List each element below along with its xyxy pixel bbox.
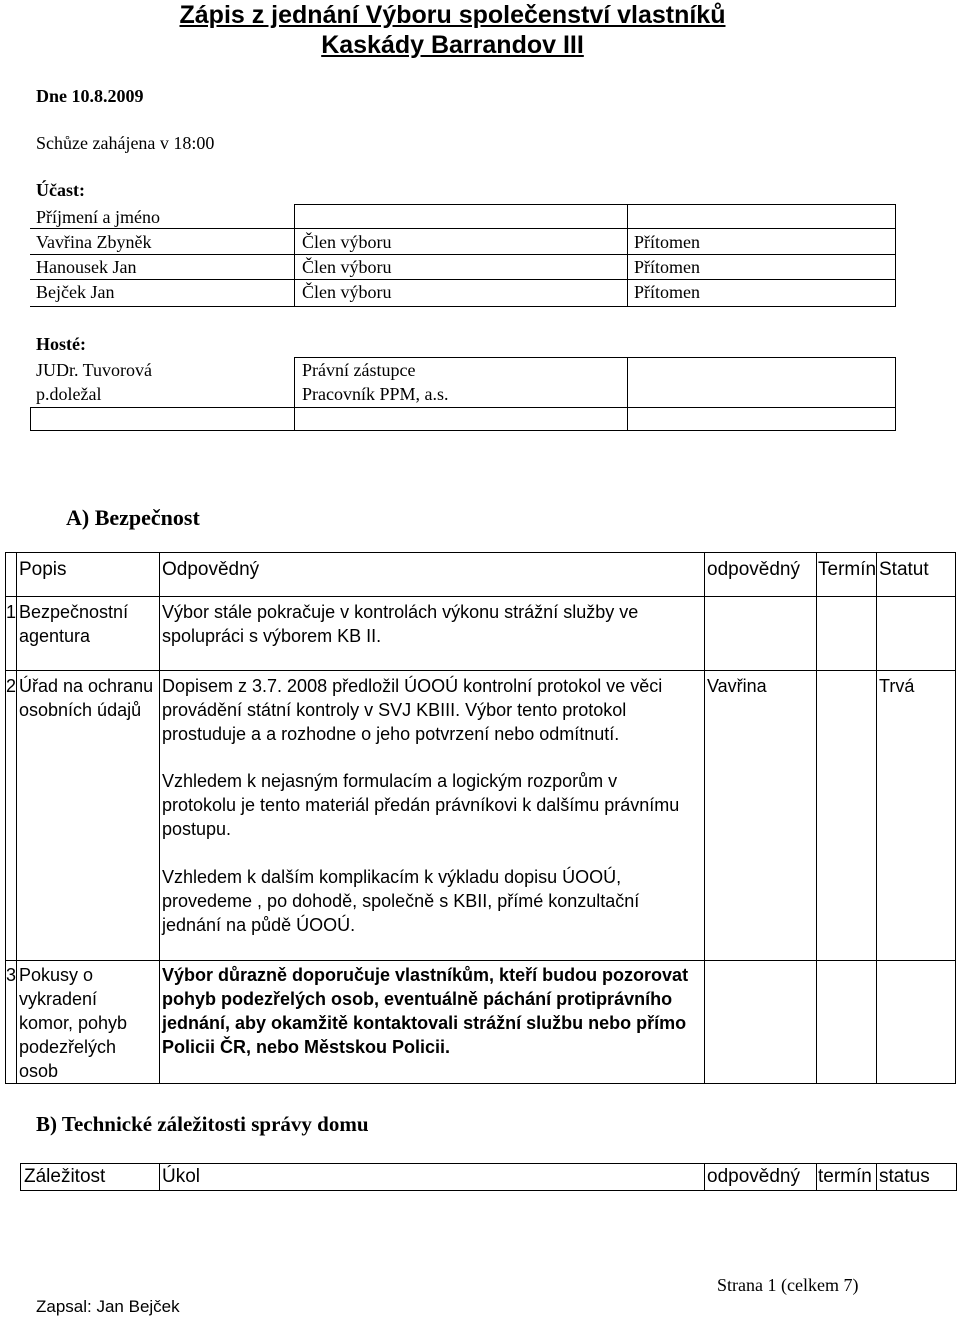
page-number: Strana 1 (celkem 7) <box>717 1275 859 1295</box>
item-number: 2 <box>6 676 17 696</box>
attendee-status: Přítomen <box>634 232 700 252</box>
attendee-role: Člen výboru <box>302 282 392 302</box>
item-text: Dopisem z 3.7. 2008 předložil ÚOOÚ kontrolní protokol ve věci provádění státní kontroly v SVJ KBIII. Výbor tento protokol prostuduje a a rozhodne o jeho potvrzení nebo odmítnutí. <box>162 676 663 744</box>
item-number: 3 <box>6 965 17 985</box>
attendee-role: Člen výboru <box>302 232 392 252</box>
author: Zapsal: Jan Bejček <box>36 1297 180 1316</box>
column-zalezitost: Záležitost <box>24 1166 106 1187</box>
column-odpovedny-2: odpovědný <box>707 559 800 580</box>
item-text: Vzhledem k dalším komplikacím k výkladu dopisu ÚOOÚ, provedeme , po dohodě, společně s KBII, přímé konzultační jednání na půdě ÚOOÚ. <box>162 867 640 935</box>
guest-name: p.doležal <box>36 384 102 404</box>
meeting-date: Dne 10.8.2009 <box>36 86 144 106</box>
item-text: Výbor důrazně doporučuje vlastníkům, kteří budou pozorovat pohyb podezřelých osob, eventuálně páchání protiprávního jednání, aby okamžitě kontaktovali strážní službu nebo přímo Policii ČR, nebo Městskou Policii. <box>162 965 689 1057</box>
document-title-line1: Zápis z jednání Výboru společenství vlastníků <box>179 1 726 29</box>
item-topic: Pokusy o vykradení komor, pohyb podezřelých osob <box>19 965 128 1081</box>
guests-heading: Hosté: <box>36 334 86 354</box>
attendance-header-name: Příjmení a jméno <box>36 207 160 227</box>
item-text: Vzhledem k nejasným formulacím a logickým rozporům v protokolu je tento materiál předán právníkovi k dalšímu právnímu postupu. <box>162 771 680 839</box>
guest-name: JUDr. Tuvorová <box>36 360 153 380</box>
attendee-name: Hanousek Jan <box>36 257 137 277</box>
document-title-line2: Kaskády Barrandov III <box>321 31 584 59</box>
column-ukol: Úkol <box>162 1166 201 1187</box>
attendance-heading: Účast: <box>36 180 85 200</box>
section-b-heading: B) Technické záležitosti správy domu <box>36 1112 369 1136</box>
item-number: 1 <box>6 602 17 622</box>
column-odpovedny: Odpovědný <box>162 559 260 580</box>
column-termin: termín <box>818 1166 872 1187</box>
item-responsible: Vavřina <box>707 676 767 696</box>
meeting-opened: Schůze zahájena v 18:00 <box>36 133 215 153</box>
guest-role: Právní zástupce <box>302 360 416 380</box>
attendee-role: Člen výboru <box>302 257 392 277</box>
item-status: Trvá <box>879 676 915 696</box>
section-a-heading: A) Bezpečnost <box>66 505 200 530</box>
column-popis: Popis <box>19 559 67 580</box>
item-topic: Bezpečnostní agentura <box>19 602 129 646</box>
column-status: status <box>879 1166 930 1187</box>
item-text: Výbor stále pokračuje v kontrolách výkonu strážní služby ve spolupráci s výborem KB II. <box>162 602 639 646</box>
attendee-name: Bejček Jan <box>36 282 115 302</box>
column-odpovedny: odpovědný <box>707 1166 800 1187</box>
attendee-name: Vavřina Zbyněk <box>36 232 152 252</box>
column-statut: Statut <box>879 559 929 580</box>
attendee-status: Přítomen <box>634 282 700 302</box>
item-topic: Úřad na ochranu osobních údajů <box>19 676 154 720</box>
attendee-status: Přítomen <box>634 257 700 277</box>
column-termin: Termín <box>818 559 877 580</box>
guest-role: Pracovník PPM, a.s. <box>302 384 449 404</box>
